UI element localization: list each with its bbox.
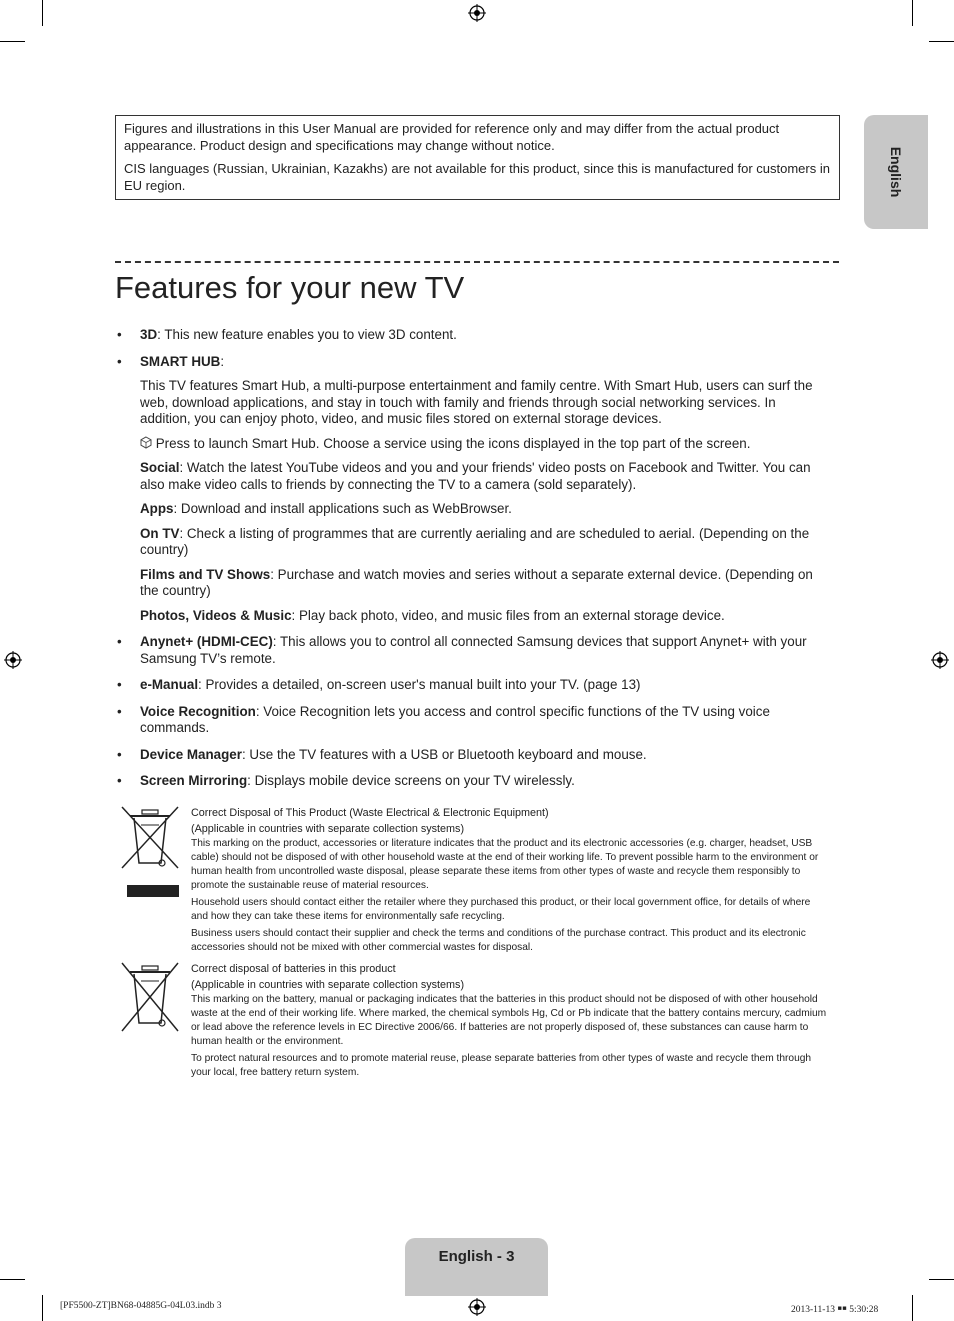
registration-mark-icon — [468, 1298, 486, 1316]
section-divider — [115, 261, 839, 263]
smart-hub-item — [140, 526, 825, 559]
feature-desc: : Play back photo, video, and music files from an external storage device. — [291, 607, 725, 623]
feature-term: Voice Recognition — [140, 703, 256, 719]
list-item — [115, 327, 825, 344]
weee-disposal-section — [115, 805, 827, 958]
feature-desc: : — [220, 353, 225, 369]
page-title: Features for your new TV — [115, 270, 465, 305]
crossed-bin-icon — [120, 805, 182, 897]
language-side-tab — [864, 115, 928, 229]
weee-title: Correct Disposal of This Product (Waste Electrical & Electronic Equipment) — [191, 807, 549, 819]
weee-paragraph: This marking on the product, accessories or literature indicates that the product and its electronic accessories (e.g. charger, headset, USB cable) should not be disposed of with other household waste at the end of their working life. To prevent possible harm to the environment or human health from uncontrolled waste disposal, please separate these items from other types of waste and recycle them responsibly to promote the sustainable reuse of material resources. — [191, 838, 819, 891]
smart-hub-item — [140, 501, 825, 518]
weee-paragraph: Business users should contact their supplier and check the terms and conditions of the purchase contract. This product and its electronic accessories should not be mixed with other commercial wastes for disposal. — [191, 928, 806, 953]
footer-timestamp: 2013-11-13 ￭￭ 5:30:28 — [791, 1305, 879, 1315]
smart-hub-press-text: Press to launch Smart Hub. Choose a service using the icons displayed in the top part of the screen. — [155, 435, 751, 451]
bullet: • — [117, 353, 122, 369]
feature-desc: : Provides a detailed, on-screen user's manual built into your TV. (page 13) — [198, 677, 641, 692]
feature-term: 3D — [140, 327, 158, 342]
battery-title: Correct disposal of batteries in this product — [191, 963, 396, 975]
crop-mark — [912, 0, 913, 26]
notice-box — [115, 115, 840, 200]
feature-term: Screen Mirroring — [140, 773, 248, 788]
feature-term: Films and TV Shows — [140, 566, 271, 582]
bullet: • — [117, 634, 122, 649]
feature-desc: : Watch the latest YouTube videos and you and your friends' video posts on Facebook and Twitter. You can also make video calls to friends by connecting the TV to a camera (sold separately). — [140, 460, 811, 492]
feature-desc: : Purchase and watch movies and series without a separate external device. (Depending on the country) — [140, 566, 813, 598]
battery-paragraph: This marking on the battery, manual or packaging indicates that the batteries in this product should not be disposed of with other household waste at the end of their working life. Where marked, the chemical symbols Hg, Cd or Pb indicate that the battery contains mercury, cadmium or lead above the reference levels in EC Directive 2006/66. If batteries are not properly disposed of, these substances can cause harm to human health or the environment. — [191, 994, 827, 1047]
registration-mark-icon — [4, 651, 22, 669]
bullet: • — [117, 703, 122, 719]
feature-term: e-Manual — [140, 677, 199, 692]
smart-hub-item — [140, 460, 825, 493]
feature-desc: : Check a listing of programmes that are currently aerialing and are scheduled to aerial. (Depending on the country) — [140, 525, 810, 557]
feature-term: Apps — [140, 501, 174, 516]
feature-desc: : Voice Recognition lets you access and control specific functions of the TV using voice commands. — [140, 703, 770, 735]
list-item — [115, 773, 825, 790]
smart-hub-press — [140, 436, 825, 453]
list-item — [115, 634, 825, 667]
feature-term: SMART HUB — [140, 353, 221, 369]
feature-desc: : Use the TV features with a USB or Bluetooth keyboard and mouse. — [241, 746, 647, 762]
list-item — [115, 747, 825, 764]
battery-paragraph: To protect natural resources and to promote material reuse, please separate batteries from other types of waste and recycle them through your local, free battery return system. — [191, 1053, 812, 1078]
weee-paragraph: Household users should contact either the retailer where they purchased this product, or their local government office, for details of where and how they can take these items for environmentally safe recycling. — [191, 897, 811, 922]
feature-desc: : This new feature enables you to view 3D content. — [157, 327, 457, 342]
language-side-tab-label: English — [888, 146, 904, 198]
crop-mark — [929, 1279, 954, 1280]
list-item — [115, 677, 825, 694]
smart-hub-intro: This TV features Smart Hub, a multi-purpose entertainment and family centre. With Smart Hub, users can surf the web, download applications, and stay in touch with family and friends through social networking services. In addition, you can enjoy photo, video, and music files stored on external storage devices. — [140, 378, 813, 426]
crop-mark — [0, 1279, 25, 1280]
footer-file-info: [PF5500-ZT]BN68-04885G-04L03.indb 3 — [60, 1301, 222, 1311]
battery-disposal-section — [115, 961, 827, 1083]
crop-mark — [929, 41, 954, 42]
battery-subtitle: (Applicable in countries with separate collection systems) — [191, 979, 465, 991]
battery-text — [191, 961, 827, 1080]
feature-desc: : Displays mobile device screens on your TV wirelessly. — [247, 773, 575, 788]
notice-text: CIS languages (Russian, Ukrainian, Kazakhs) are not available for this product, since this is manufactured for customers in EU region. — [124, 161, 830, 193]
feature-desc: : Download and install applications such as WebBrowser. — [173, 501, 512, 516]
page-number-tab — [405, 1238, 548, 1296]
smart-hub-item — [140, 608, 825, 625]
feature-list — [115, 327, 825, 800]
bullet: • — [117, 677, 122, 692]
smart-hub-details — [140, 378, 825, 624]
crop-mark — [42, 0, 43, 26]
notice-text: Figures and illustrations in this User Manual are provided for reference only and may differ from the actual product appearance. Product design and specifications may change without notice. — [124, 121, 780, 153]
registration-mark-icon — [468, 4, 486, 22]
registration-mark-icon — [931, 651, 949, 669]
bullet: • — [117, 773, 122, 788]
weee-text — [191, 805, 827, 955]
crop-mark — [912, 1295, 913, 1321]
page-number: English - 3 — [438, 1248, 515, 1265]
feature-term: Device Manager — [140, 746, 242, 762]
list-item — [115, 354, 825, 625]
feature-term: Social — [140, 460, 180, 475]
smart-hub-item — [140, 567, 825, 600]
feature-desc: : This allows you to control all connected Samsung devices that support Anynet+ with your Samsung TV’s remote. — [140, 634, 807, 666]
smart-hub-button-icon — [140, 436, 152, 449]
bullet: • — [117, 746, 122, 762]
feature-term: On TV — [140, 525, 180, 541]
crop-mark — [42, 1295, 43, 1321]
crop-mark — [0, 41, 25, 42]
feature-term: Photos, Videos & Music — [140, 607, 292, 623]
feature-term: Anynet+ (HDMI-CEC) — [140, 634, 273, 649]
crossed-bin-icon — [120, 961, 182, 1033]
bullet: • — [117, 327, 122, 342]
list-item — [115, 704, 825, 737]
weee-subtitle: (Applicable in countries with separate collection systems) — [191, 823, 465, 835]
